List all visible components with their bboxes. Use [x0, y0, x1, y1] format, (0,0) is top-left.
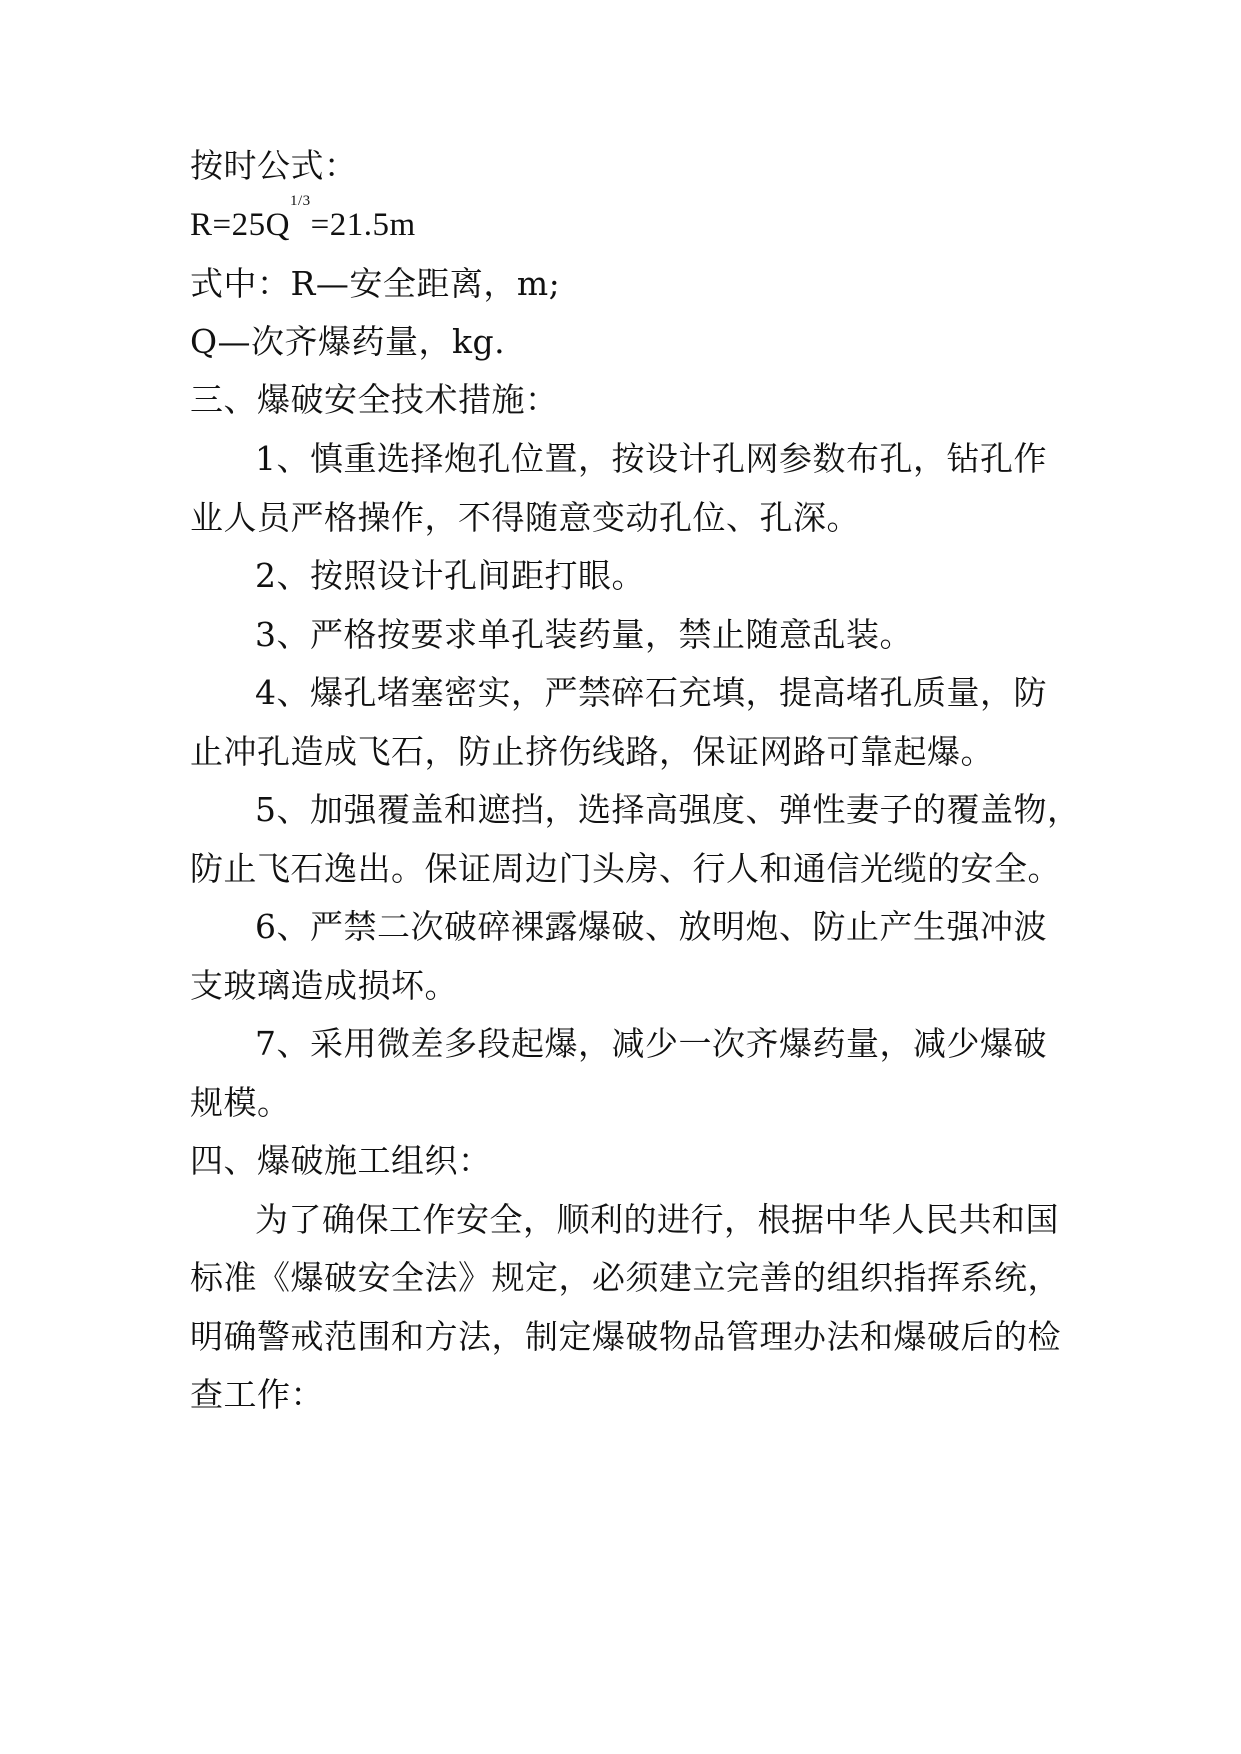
item5-line2: 防止飞石逸出。保证周边门头房、行人和通信光缆的安全。 [190, 849, 1061, 888]
para-line4: 查工作： [190, 1375, 324, 1414]
item6-line2: 支玻璃造成损坏。 [190, 966, 458, 1005]
formula [190, 193, 416, 245]
item1-line2: 业人员严格操作，不得随意变动孔位、孔深。 [190, 498, 860, 537]
item6-line1: 6、严禁二次破碎裸露爆破、放明炮、防止产生强冲波 [255, 907, 1047, 946]
where-q: Q—次齐爆药量，kg. [190, 322, 506, 361]
item4-line1: 4、爆孔堵塞密实，严禁碎石充填，提高堵孔质量，防 [255, 673, 1047, 712]
formula-suffix: =21.5m [310, 207, 416, 243]
formula-exponent: 1/3 [289, 193, 311, 209]
para-line1: 为了确保工作安全，顺利的进行，根据中华人民共和国 [255, 1200, 1059, 1239]
item1-line1: 1、慎重选择炮孔位置，按设计孔网参数布孔，钻孔作 [255, 439, 1047, 478]
para-line2: 标准《爆破安全法》规定，必须建立完善的组织指挥系统， [190, 1258, 1061, 1297]
section3-heading: 三、爆破安全技术措施： [190, 380, 559, 419]
item4-line2: 止冲孔造成飞石，防止挤伤线路，保证网路可靠起爆。 [190, 732, 994, 771]
where-r: 式中：R—安全距离，m; [190, 264, 561, 303]
item3: 3、严格按要求单孔装药量，禁止随意乱装。 [255, 615, 913, 654]
item7-line2: 规模。 [190, 1083, 291, 1122]
formula-prefix: R=25Q [190, 207, 290, 243]
item5-line1: 5、加强覆盖和遮挡，选择高强度、弹性妻子的覆盖物， [255, 790, 1081, 829]
item2: 2、按照设计孔间距打眼。 [255, 556, 645, 595]
para-line3: 明确警戒范围和方法，制定爆破物品管理办法和爆破后的检 [190, 1317, 1061, 1356]
item7-line1: 7、采用微差多段起爆，减少一次齐爆药量，减少爆破 [255, 1024, 1047, 1063]
section4-heading: 四、爆破施工组织： [190, 1141, 492, 1180]
formula-intro: 按时公式： [190, 146, 358, 185]
